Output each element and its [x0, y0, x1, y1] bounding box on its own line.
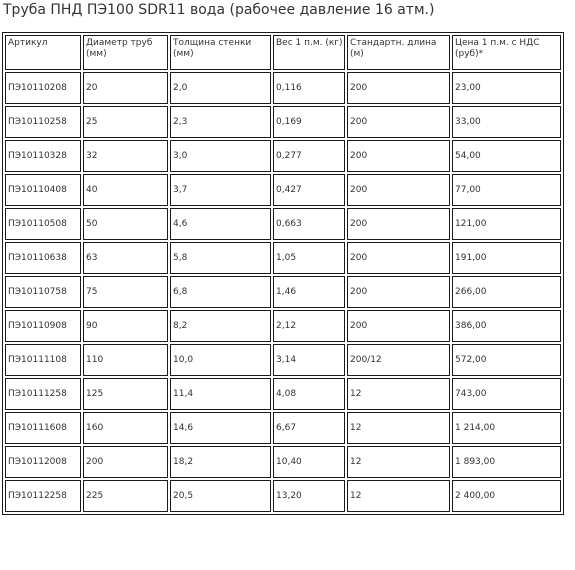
cell-wall-thickness: 18,2 — [170, 446, 271, 478]
cell-standard-length: 200 — [347, 242, 450, 274]
cell-wall-thickness: 20,5 — [170, 480, 271, 512]
cell-article: ПЭ10110758 — [5, 276, 81, 308]
table-row — [5, 140, 561, 172]
cell-diameter: 125 — [83, 378, 168, 410]
cell-article: ПЭ10110908 — [5, 310, 81, 342]
cell-wall-thickness: 3,7 — [170, 174, 271, 206]
cell-wall-thickness: 2,3 — [170, 106, 271, 138]
cell-standard-length: 12 — [347, 480, 450, 512]
table-row — [5, 174, 561, 206]
table-row — [5, 72, 561, 104]
cell-wall-thickness: 11,4 — [170, 378, 271, 410]
cell-standard-length: 12 — [347, 412, 450, 444]
cell-diameter: 90 — [83, 310, 168, 342]
cell-wall-thickness: 4,6 — [170, 208, 271, 240]
table-row — [5, 276, 561, 308]
header-wall-thickness: Толщина стенки (мм) — [170, 35, 271, 70]
cell-price: 572,00 — [452, 344, 561, 376]
table-row — [5, 106, 561, 138]
cell-article: ПЭ10111608 — [5, 412, 81, 444]
header-standard-length: Стандартн. длина (м) — [347, 35, 450, 70]
cell-standard-length: 200 — [347, 174, 450, 206]
cell-price: 23,00 — [452, 72, 561, 104]
cell-diameter: 40 — [83, 174, 168, 206]
cell-wall-thickness: 3,0 — [170, 140, 271, 172]
cell-weight: 3,14 — [273, 344, 345, 376]
cell-standard-length: 200/12 — [347, 344, 450, 376]
cell-price: 266,00 — [452, 276, 561, 308]
header-weight: Вес 1 п.м. (кг) — [273, 35, 345, 70]
cell-price: 191,00 — [452, 242, 561, 274]
cell-weight: 0,427 — [273, 174, 345, 206]
table-row — [5, 480, 561, 512]
cell-price: 121,00 — [452, 208, 561, 240]
table-header-row — [5, 35, 561, 70]
cell-diameter: 160 — [83, 412, 168, 444]
cell-standard-length: 12 — [347, 378, 450, 410]
cell-article: ПЭ10110258 — [5, 106, 81, 138]
cell-weight: 0,169 — [273, 106, 345, 138]
cell-standard-length: 200 — [347, 276, 450, 308]
cell-weight: 10,40 — [273, 446, 345, 478]
cell-price: 33,00 — [452, 106, 561, 138]
cell-standard-length: 12 — [347, 446, 450, 478]
cell-weight: 0,663 — [273, 208, 345, 240]
cell-article: ПЭ10111108 — [5, 344, 81, 376]
cell-price: 743,00 — [452, 378, 561, 410]
cell-standard-length: 200 — [347, 208, 450, 240]
cell-wall-thickness: 10,0 — [170, 344, 271, 376]
cell-diameter: 50 — [83, 208, 168, 240]
table-row — [5, 378, 561, 410]
cell-weight: 13,20 — [273, 480, 345, 512]
cell-diameter: 32 — [83, 140, 168, 172]
table-row — [5, 310, 561, 342]
cell-wall-thickness: 14,6 — [170, 412, 271, 444]
cell-price: 1 893,00 — [452, 446, 561, 478]
page-title: Труба ПНД ПЭ100 SDR11 вода (рабочее давление 16 атм.) — [3, 2, 435, 18]
cell-wall-thickness: 8,2 — [170, 310, 271, 342]
cell-diameter: 200 — [83, 446, 168, 478]
table-row — [5, 344, 561, 376]
cell-wall-thickness: 2,0 — [170, 72, 271, 104]
cell-article: ПЭ10110328 — [5, 140, 81, 172]
cell-article: ПЭ10111258 — [5, 378, 81, 410]
cell-price: 2 400,00 — [452, 480, 561, 512]
cell-article: ПЭ10110638 — [5, 242, 81, 274]
cell-diameter: 225 — [83, 480, 168, 512]
table-row — [5, 412, 561, 444]
cell-article: ПЭ10110508 — [5, 208, 81, 240]
cell-article: ПЭ10112008 — [5, 446, 81, 478]
cell-weight: 6,67 — [273, 412, 345, 444]
cell-article: ПЭ10110408 — [5, 174, 81, 206]
price-table — [2, 32, 564, 515]
cell-diameter: 110 — [83, 344, 168, 376]
cell-diameter: 20 — [83, 72, 168, 104]
table-row — [5, 446, 561, 478]
cell-weight: 1,46 — [273, 276, 345, 308]
table-row — [5, 208, 561, 240]
cell-diameter: 63 — [83, 242, 168, 274]
cell-diameter: 75 — [83, 276, 168, 308]
table-row — [5, 242, 561, 274]
cell-price: 386,00 — [452, 310, 561, 342]
cell-weight: 1,05 — [273, 242, 345, 274]
cell-article: ПЭ10110208 — [5, 72, 81, 104]
header-article: Артикул — [5, 35, 81, 70]
cell-standard-length: 200 — [347, 140, 450, 172]
cell-weight: 2,12 — [273, 310, 345, 342]
header-price: Цена 1 п.м. с НДС (руб)* — [452, 35, 561, 70]
cell-weight: 0,277 — [273, 140, 345, 172]
cell-price: 77,00 — [452, 174, 561, 206]
cell-standard-length: 200 — [347, 106, 450, 138]
cell-wall-thickness: 6,8 — [170, 276, 271, 308]
cell-price: 54,00 — [452, 140, 561, 172]
cell-diameter: 25 — [83, 106, 168, 138]
cell-weight: 4,08 — [273, 378, 345, 410]
cell-price: 1 214,00 — [452, 412, 561, 444]
cell-article: ПЭ10112258 — [5, 480, 81, 512]
header-diameter: Диаметр труб (мм) — [83, 35, 168, 70]
cell-weight: 0,116 — [273, 72, 345, 104]
cell-wall-thickness: 5,8 — [170, 242, 271, 274]
cell-standard-length: 200 — [347, 72, 450, 104]
cell-standard-length: 200 — [347, 310, 450, 342]
